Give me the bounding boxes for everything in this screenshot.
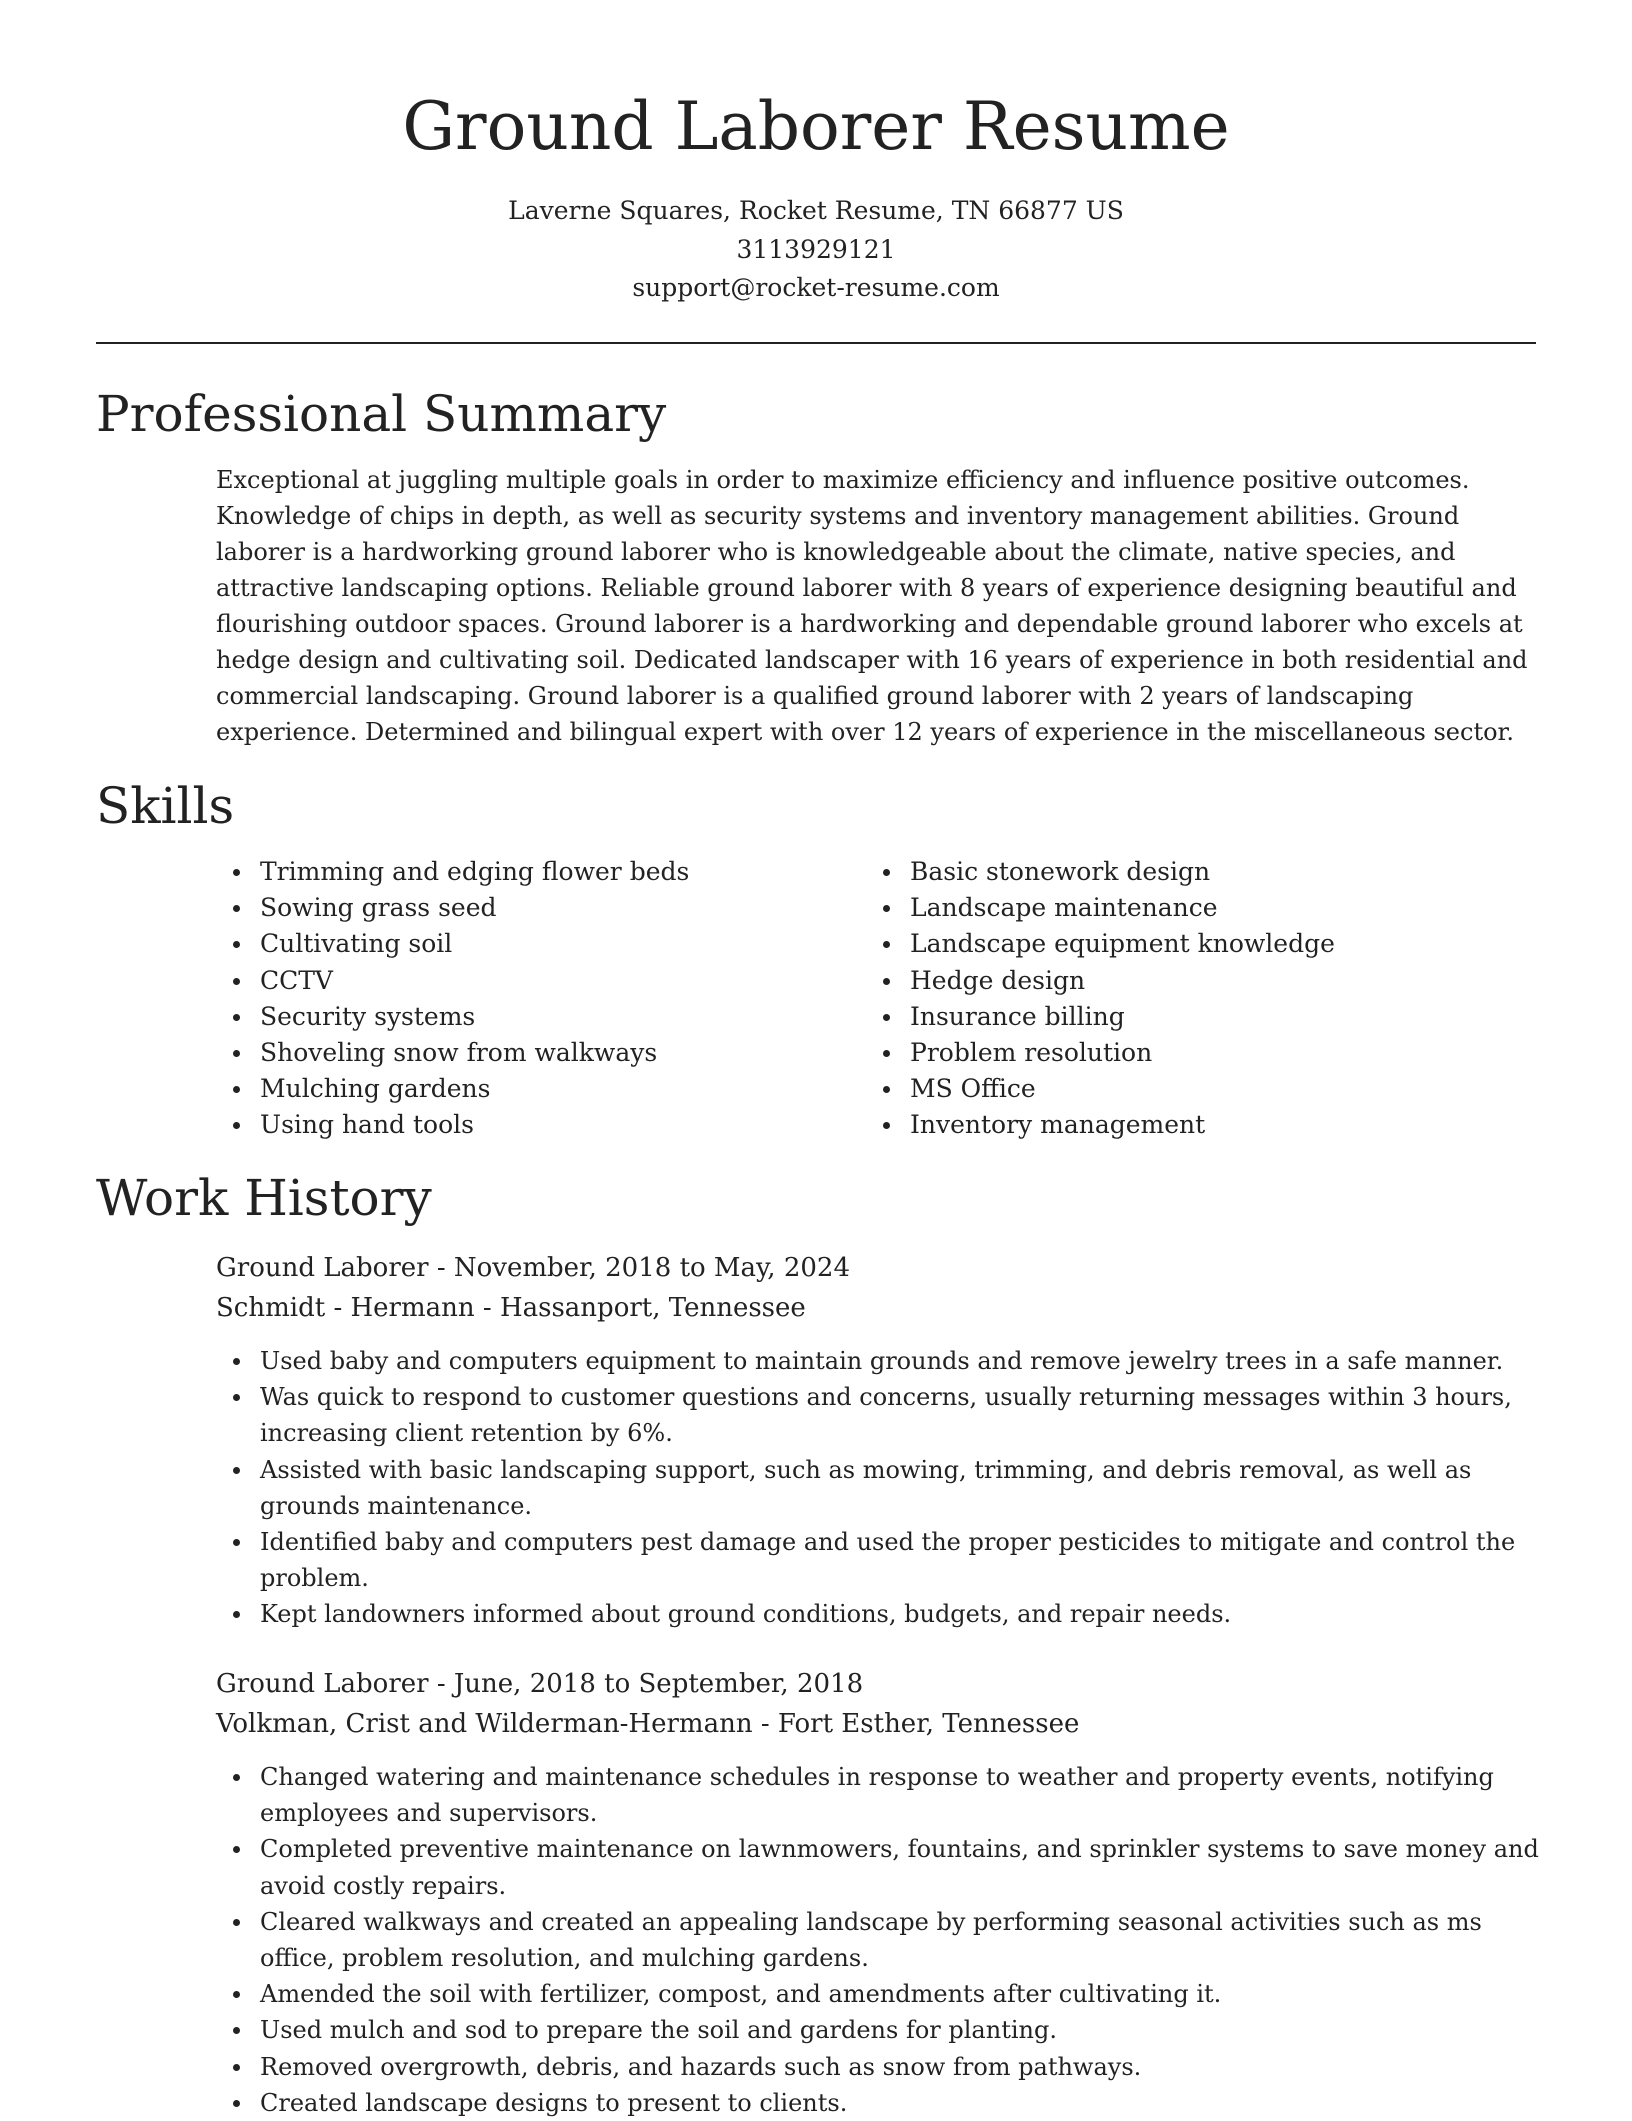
job-bullet: Cleared walkways and created an appealing landscape by performing seasonal activities such as ms office, problem resolution, and mulching gardens. — [216, 1904, 1540, 1976]
summary-heading: Professional Summary — [96, 385, 667, 443]
contact-phone: 3113929121 — [736, 234, 896, 264]
skill-item: CCTV — [216, 963, 856, 999]
skill-item: Inventory management — [866, 1107, 1536, 1143]
job-bullet: Changed watering and maintenance schedules in response to weather and property events, notifying employees and supervisors. — [216, 1759, 1540, 1831]
work-history-heading: Work History — [96, 1169, 432, 1227]
job-bullet: Used mulch and sod to prepare the soil and gardens for planting. — [216, 2012, 1540, 2048]
job-bullet: Identified baby and computers pest damage and used the proper pesticides to mitigate and control the problem. — [216, 1524, 1540, 1596]
job-title-line: Ground Laborer - November, 2018 to May, 2024 — [216, 1253, 850, 1283]
job-bullet: Assisted with basic landscaping support, such as mowing, trimming, and debris removal, as well as grounds maintenance. — [216, 1452, 1540, 1524]
contact-email: support@rocket-resume.com — [632, 273, 1000, 302]
skill-item: MS Office — [866, 1071, 1536, 1107]
skill-item: Landscape maintenance — [866, 890, 1536, 926]
contact-block — [0, 192, 1632, 308]
skill-item: Insurance billing — [866, 999, 1536, 1035]
job-bullet: Used baby and computers equipment to maintain grounds and remove jewelry trees in a safe manner. — [216, 1343, 1540, 1379]
job-bullet: Kept landowners informed about ground conditions, budgets, and repair needs. — [216, 1596, 1540, 1632]
job-title-line: Ground Laborer - June, 2018 to September, 2018 — [216, 1669, 864, 1699]
job-company-line: Schmidt - Hermann - Hassanport, Tennessee — [216, 1293, 806, 1323]
job-bullet: Removed overgrowth, debris, and hazards such as snow from pathways. — [216, 2049, 1540, 2085]
skill-item: Security systems — [216, 999, 856, 1035]
job-bullet: Completed preventive maintenance on lawnmowers, fountains, and sprinkler systems to save money and avoid costly repairs. — [216, 1831, 1540, 1903]
skills-list-right — [866, 854, 1536, 1144]
skill-item: Hedge design — [866, 963, 1536, 999]
summary-text: Exceptional at juggling multiple goals in order to maximize efficiency and influence positive outcomes. Knowledge of chips in depth, as well as security systems and inventory management abilities. Ground laborer is a hardworking ground laborer who is knowledgeable about the climate, native species, and attractive landscaping options. Reliable ground laborer with 8 years of experience designing beautiful and flourishing outdoor spaces. Ground laborer is a hardworking and dependable ground laborer who excels at hedge design and cultivating soil. Dedicated landscaper with 16 years of experience in both residential and commercial landscaping. Ground laborer is a qualified ground laborer with 2 years of landscaping experience. Determined and bilingual expert with over 12 years of experience in the miscellaneous sector. — [216, 466, 1528, 746]
job-bullets — [216, 1759, 1540, 2121]
skills-list-left — [216, 854, 856, 1144]
job-bullet: Created landscape designs to present to clients. — [216, 2085, 1540, 2121]
job-bullet: Was quick to respond to customer questions and concerns, usually returning messages within 3 hours, increasing client retention by 6%. — [216, 1379, 1540, 1451]
skill-item: Problem resolution — [866, 1035, 1536, 1071]
skills-heading: Skills — [96, 777, 235, 835]
skill-item: Cultivating soil — [216, 926, 856, 962]
skill-item: Using hand tools — [216, 1107, 856, 1143]
skill-item: Landscape equipment knowledge — [866, 926, 1536, 962]
contact-address: Laverne Squares, Rocket Resume, TN 66877 US — [508, 196, 1124, 225]
skill-item: Basic stonework design — [866, 854, 1536, 890]
skill-item: Trimming and edging flower beds — [216, 854, 856, 890]
job-bullets — [216, 1343, 1540, 1633]
skill-item: Mulching gardens — [216, 1071, 856, 1107]
job-company-line: Volkman, Crist and Wilderman-Hermann - Fort Esther, Tennessee — [216, 1709, 1080, 1739]
skill-item: Shoveling snow from walkways — [216, 1035, 856, 1071]
job-bullet: Amended the soil with fertilizer, compost, and amendments after cultivating it. — [216, 1976, 1540, 2012]
skill-item: Sowing grass seed — [216, 890, 856, 926]
resume-title: Ground Laborer Resume — [402, 88, 1230, 165]
header-divider — [96, 342, 1536, 344]
